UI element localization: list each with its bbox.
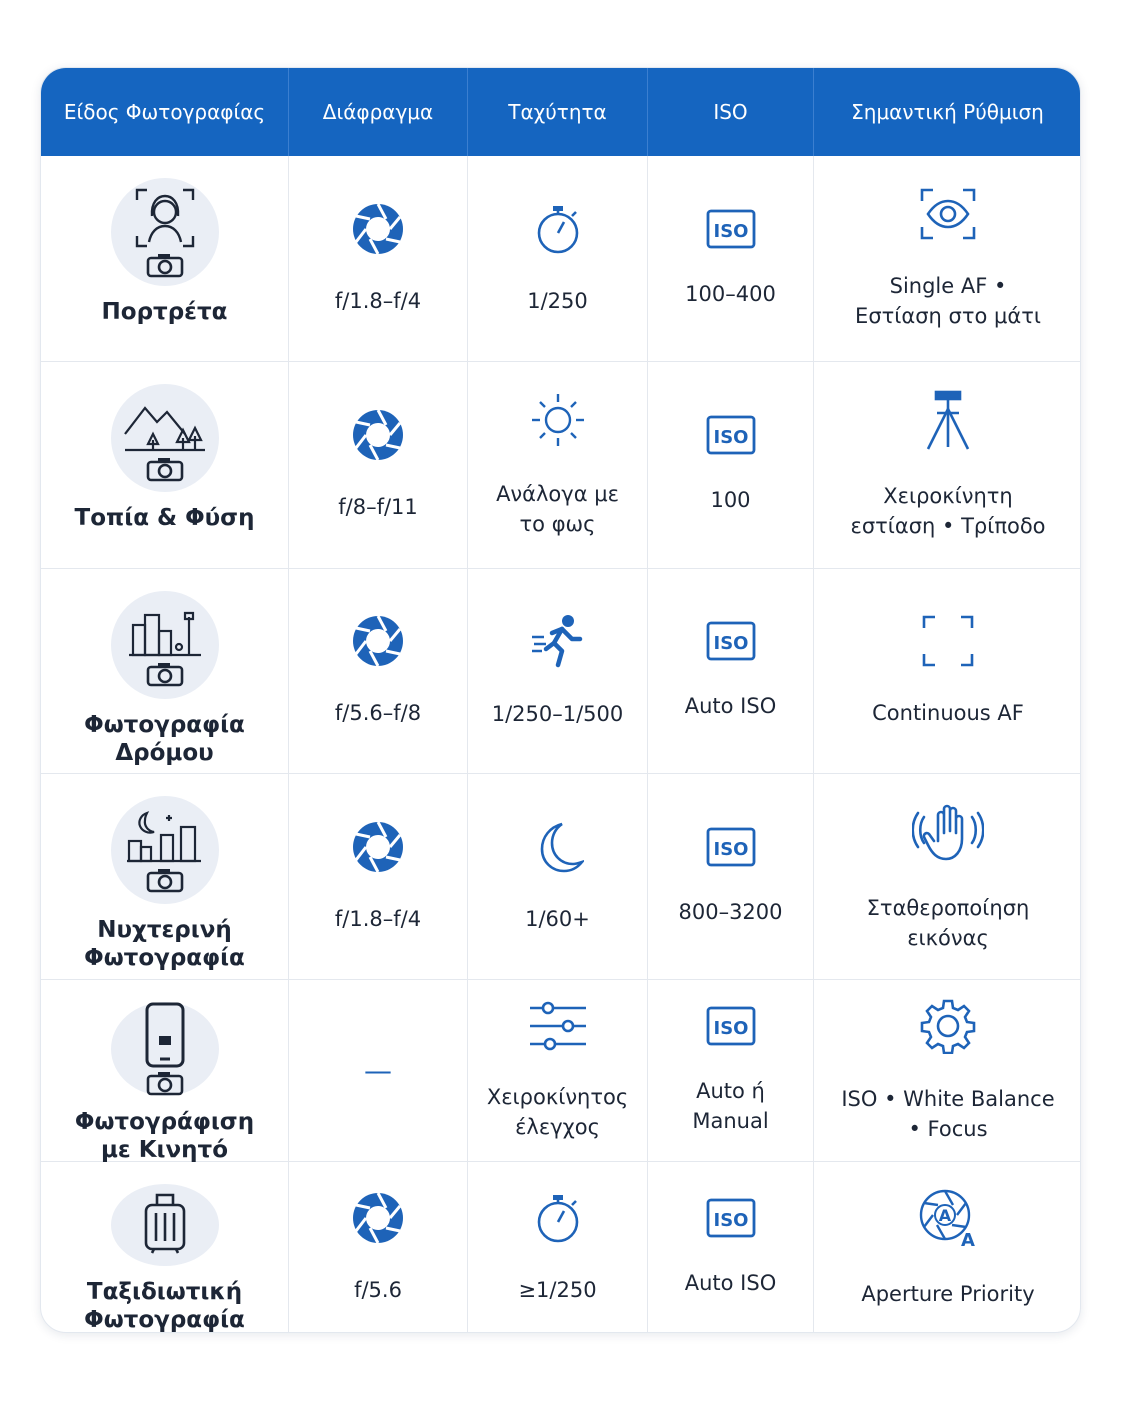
row-4-iso-cell bbox=[648, 774, 814, 980]
speed-value: ≥1/250 bbox=[518, 1278, 597, 1302]
iso-icon bbox=[706, 415, 756, 463]
header-aperture: Διάφραγμα bbox=[289, 68, 468, 156]
setting-value: Χειροκίνητη εστίαση • Τρίποδο bbox=[850, 484, 1046, 538]
row-6-setting-cell bbox=[814, 1162, 1081, 1333]
aperture-icon bbox=[351, 202, 405, 264]
row-4-setting-cell bbox=[814, 774, 1081, 980]
iso-value: Auto ISO bbox=[684, 694, 777, 718]
iso-value: Auto ISO bbox=[684, 1271, 777, 1295]
aperture-icon bbox=[351, 820, 405, 882]
aperture-value: f/1.8–f/4 bbox=[334, 288, 422, 313]
aperture-value: — bbox=[364, 1053, 392, 1087]
row-3-speed-cell bbox=[468, 569, 648, 774]
aperture-value: f/1.8–f/4 bbox=[334, 906, 422, 931]
aperture-priority-icon bbox=[917, 1187, 979, 1257]
row-4-aperture-cell bbox=[289, 774, 468, 980]
row-1-setting-cell bbox=[814, 156, 1081, 362]
svg-text:ISO: ISO bbox=[713, 220, 748, 242]
aperture-icon bbox=[351, 614, 405, 676]
aperture-value: f/8–f/11 bbox=[338, 495, 418, 519]
aperture-value: f/5.6–f/8 bbox=[334, 701, 422, 725]
portrait-icon bbox=[111, 178, 219, 286]
eye-focus-icon bbox=[919, 187, 977, 249]
photo-settings-table bbox=[40, 67, 1081, 1333]
svg-text:A: A bbox=[961, 1230, 975, 1249]
svg-text:ISO: ISO bbox=[713, 633, 748, 654]
city-street-icon bbox=[111, 591, 219, 699]
row-5-iso-cell bbox=[648, 980, 814, 1162]
svg-text:A: A bbox=[938, 1206, 952, 1225]
header-speed: Ταχύτητα bbox=[468, 68, 648, 156]
type-label: Νυχτερινή Φωτογραφία bbox=[84, 917, 245, 971]
row-3-setting-cell bbox=[814, 569, 1081, 774]
iso-value: Auto ή Manual bbox=[692, 1078, 769, 1133]
row-2-type-cell bbox=[41, 362, 289, 569]
sun-icon bbox=[529, 391, 587, 457]
aperture-icon bbox=[351, 1191, 405, 1253]
type-label: Πορτρέτα bbox=[101, 299, 228, 325]
row-4-speed-cell bbox=[468, 774, 648, 980]
row-6-speed-cell bbox=[468, 1162, 648, 1333]
setting-value: Σταθεροποίηση εικόνας bbox=[866, 895, 1030, 950]
iso-icon bbox=[706, 1006, 756, 1054]
sliders-icon bbox=[528, 1000, 588, 1060]
row-6-type-cell bbox=[41, 1162, 289, 1333]
iso-icon bbox=[706, 621, 756, 669]
gear-icon bbox=[920, 998, 976, 1062]
header-type: Είδος Φωτογραφίας bbox=[41, 68, 289, 156]
row-5-type-cell bbox=[41, 980, 289, 1162]
row-1-aperture-cell bbox=[289, 156, 468, 362]
row-2-aperture-cell bbox=[289, 362, 468, 569]
row-2-speed-cell bbox=[468, 362, 648, 569]
svg-text:ISO: ISO bbox=[713, 1210, 748, 1231]
moon-icon bbox=[532, 820, 584, 882]
header-iso: ISO bbox=[648, 68, 814, 156]
row-1-iso-cell bbox=[648, 156, 814, 362]
speed-value: 1/250 bbox=[527, 288, 588, 313]
svg-text:ISO: ISO bbox=[713, 427, 748, 448]
row-3-aperture-cell bbox=[289, 569, 468, 774]
iso-icon bbox=[706, 827, 756, 875]
svg-text:ISO: ISO bbox=[713, 838, 748, 860]
header-setting: Σημαντική Ρύθμιση bbox=[814, 68, 1081, 156]
iso-icon bbox=[706, 1198, 756, 1246]
setting-value: Single AF • Εστίαση στο μάτι bbox=[855, 273, 1041, 328]
stopwatch-icon bbox=[534, 1191, 582, 1253]
focus-frame-icon bbox=[921, 614, 975, 676]
row-3-iso-cell bbox=[648, 569, 814, 774]
type-label: Φωτογράφιση με Κινητό bbox=[74, 1109, 255, 1163]
row-1-speed-cell bbox=[468, 156, 648, 362]
landscape-icon bbox=[111, 384, 219, 492]
setting-value: Continuous AF bbox=[872, 701, 1024, 725]
speed-value: 1/60+ bbox=[525, 906, 590, 931]
night-city-icon bbox=[111, 796, 219, 904]
speed-value: Ανάλογα με το φως bbox=[496, 482, 619, 536]
type-label: Τοπία & Φύση bbox=[74, 505, 255, 531]
stabilization-hand-icon bbox=[912, 801, 984, 871]
speed-value: Χειροκίνητος έλεγχος bbox=[486, 1084, 629, 1139]
row-5-aperture-cell bbox=[289, 980, 468, 1162]
row-2-iso-cell bbox=[648, 362, 814, 569]
aperture-icon bbox=[351, 408, 405, 470]
setting-value: ISO • White Balance • Focus bbox=[841, 1086, 1055, 1141]
travel-luggage-icon bbox=[111, 1184, 219, 1266]
row-3-type-cell bbox=[41, 569, 289, 774]
running-person-icon bbox=[530, 613, 586, 677]
row-2-setting-cell bbox=[814, 362, 1081, 569]
smartphone-icon bbox=[111, 1002, 219, 1096]
table-grid bbox=[41, 68, 1081, 1333]
iso-value: 100 bbox=[710, 488, 751, 512]
row-6-aperture-cell bbox=[289, 1162, 468, 1333]
speed-value: 1/250–1/500 bbox=[491, 702, 624, 726]
row-5-speed-cell bbox=[468, 980, 648, 1162]
svg-text:ISO: ISO bbox=[713, 1017, 748, 1039]
row-6-iso-cell bbox=[648, 1162, 814, 1333]
setting-value: Aperture Priority bbox=[861, 1282, 1035, 1306]
aperture-value: f/5.6 bbox=[354, 1278, 402, 1302]
tripod-icon bbox=[923, 389, 973, 459]
iso-icon bbox=[706, 209, 756, 257]
row-4-type-cell bbox=[41, 774, 289, 980]
iso-value: 100–400 bbox=[685, 281, 776, 306]
type-label: Ταξιδιωτική Φωτογραφία bbox=[84, 1279, 245, 1333]
type-label: Φωτογραφία Δρόμου bbox=[84, 712, 245, 766]
row-1-type-cell bbox=[41, 156, 289, 362]
row-5-setting-cell bbox=[814, 980, 1081, 1162]
iso-value: 800–3200 bbox=[678, 899, 783, 924]
stopwatch-icon bbox=[534, 202, 582, 264]
